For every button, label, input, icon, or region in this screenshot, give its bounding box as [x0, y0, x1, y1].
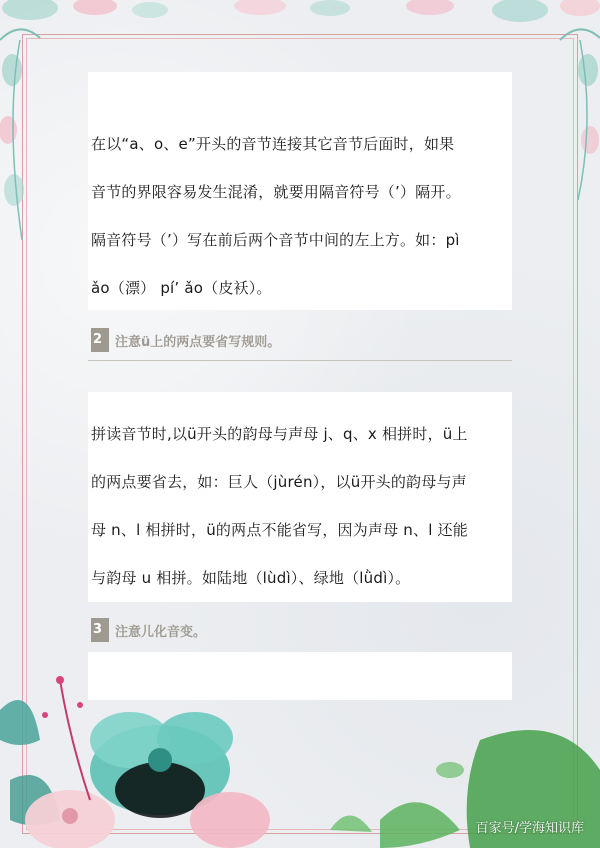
text-line: ǎo（漂） pí’ ǎo（皮袄）。	[91, 279, 272, 297]
text-line: 的两点要省去，如：巨人（jùrén），以ü开头的韵母与声	[91, 473, 467, 491]
section-number: 3	[91, 618, 109, 642]
text-line: 与韵母 u 相拼。如陆地（lùdì）、绿地（lǜdì）。	[91, 569, 411, 587]
text-line: 隔音符号（’）写在前后两个音节中间的左上方。如：pì	[91, 231, 460, 249]
section-heading-3	[91, 618, 206, 642]
top-floral-decoration	[0, 0, 600, 60]
section-title: 注意ü上的两点要省写规则。	[115, 334, 281, 350]
paragraph-isolation-mark	[91, 120, 511, 312]
text-line: 音节的界限容易发生混淆，就要用隔音符号（’）隔开。	[91, 183, 461, 201]
paragraph-umlaut-rule	[91, 410, 511, 602]
text-line: 母 n、l 相拼时，ü的两点不能省写，因为声母 n、l 还能	[91, 521, 468, 539]
section-title: 注意儿化音变。	[115, 624, 207, 640]
left-floral-decoration	[0, 40, 40, 260]
right-floral-decoration	[560, 40, 600, 200]
section-heading-2	[91, 328, 280, 352]
section-number: 2	[91, 328, 109, 352]
text-line: 拼读音节时,以ü开头的韵母与声母 j、q、x 相拼时，ü上	[91, 425, 468, 443]
source-watermark: 百家号/学海知识库	[475, 821, 584, 836]
text-line: 在以“a、o、e”开头的音节连接其它音节后面时，如果	[91, 135, 455, 153]
section-divider	[88, 360, 512, 361]
content-card-3	[88, 652, 512, 700]
